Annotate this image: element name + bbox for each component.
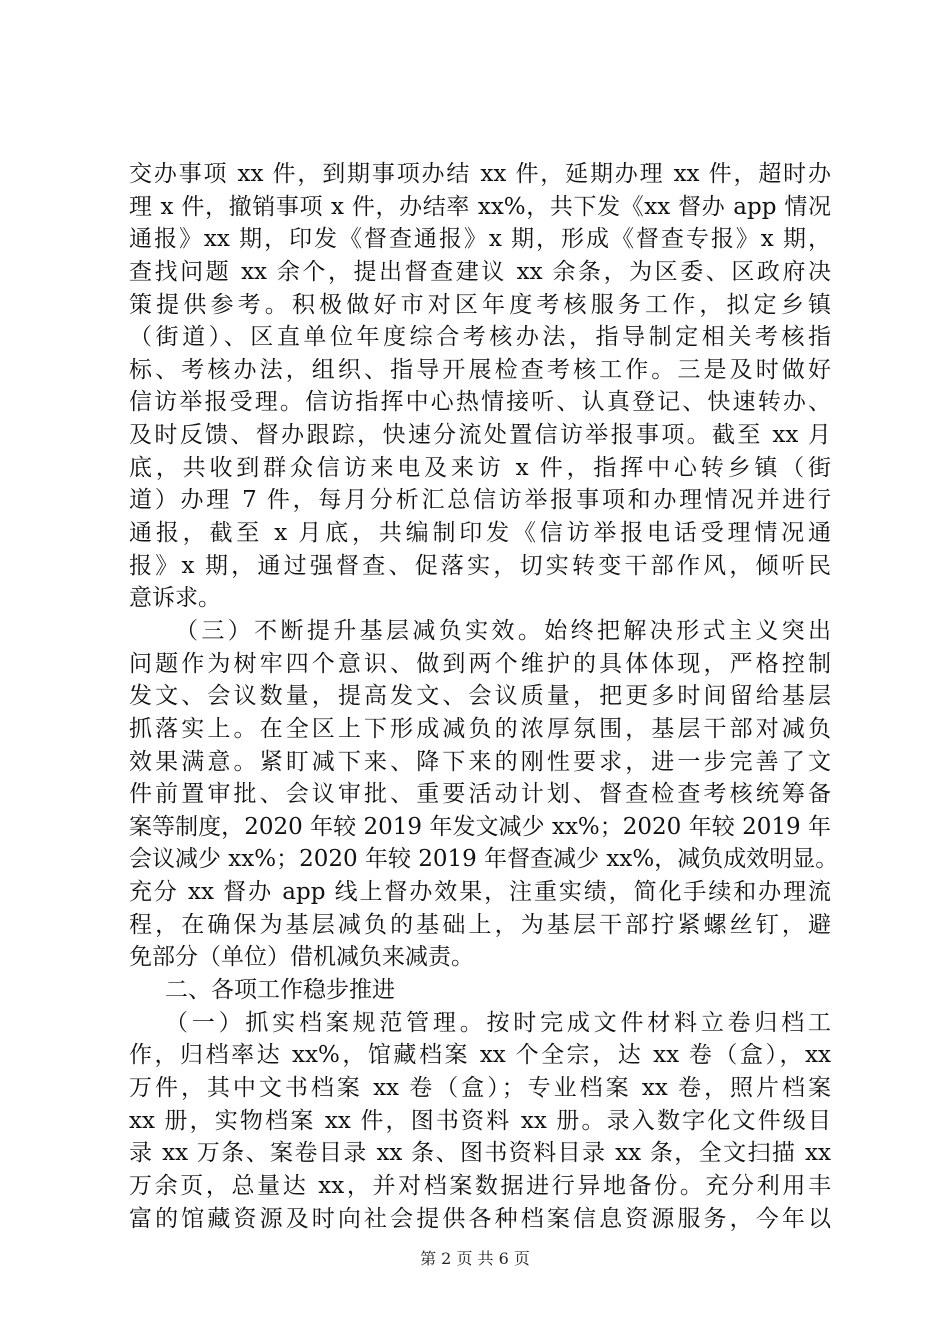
text-line: 案等制度，2020 年较 2019 年发文减少 xx%；2020 年较 2019 年 <box>129 813 831 840</box>
document-body <box>129 158 839 1235</box>
text-line: 交办事项 xx 件，到期事项办结 xx 件，延期办理 xx 件，超时办 <box>129 161 831 187</box>
text-line: 录 xx 万条、案卷目录 xx 条、图书资料目录 xx 条，全文扫描 xx <box>129 1140 831 1167</box>
section-heading-line: （一）抓实档案规范管理。按时完成文件材料立卷归档工 <box>165 1009 831 1036</box>
text-line: 策提供参考。积极做好市对区年度考核服务工作，拟定乡镇 <box>129 291 831 318</box>
text-line: 信访举报受理。信访指挥中心热情接听、认真登记、快速转办、 <box>129 389 831 416</box>
text-line: 万件，其中文书档案 xx 卷（盒）；专业档案 xx 卷，照片档案 <box>129 1074 831 1101</box>
text-line: 意诉求。 <box>129 585 221 612</box>
section-heading: 二、各项工作稳步推进 <box>165 977 395 1004</box>
text-line: 底，共收到群众信访来电及来访 x 件，指挥中心转乡镇（街 <box>129 454 831 481</box>
text-line: （街道）、区直单位年度综合考核办法，指导制定相关考核指 <box>129 324 831 351</box>
text-line: 及时反馈、督办跟踪，快速分流处置信访举报事项。截至 xx 月 <box>129 422 831 449</box>
text-line: 查找问题 xx 余个，提出督查建议 xx 余条，为区委、区政府决 <box>129 258 831 285</box>
text-line: 万余页，总量达 xx，并对档案数据进行异地备份。充分利用丰 <box>129 1172 831 1199</box>
text-line: 程，在确保为基层减负的基础上，为基层干部拧紧螺丝钉，避 <box>129 911 831 938</box>
page-footer: 第 2 页 共 6 页 <box>420 1249 530 1268</box>
text-line: 理 x 件，撤销事项 x 件，办结率 xx%，共下发《xx 督办 app 情况 <box>129 193 831 220</box>
text-line: 充分 xx 督办 app 线上督办效果，注重实绩，简化手续和办理流 <box>129 879 831 906</box>
text-line: 件前置审批、会议审批、重要活动计划、督查检查考核统筹备 <box>129 781 831 808</box>
section-heading-line: （三）不断提升基层减负实效。始终把解决形式主义突出 <box>175 617 831 644</box>
text-line: 通报》xx 期，印发《督查通报》x 期，形成《督查专报》x 期， <box>129 226 831 253</box>
text-line: 富的馆藏资源及时向社会提供各种档案信息资源服务，今年以 <box>129 1205 831 1232</box>
text-line: 抓落实上。在全区上下形成减负的浓厚氛围，基层干部对减负 <box>129 715 831 742</box>
text-line: 报》x 期，通过强督查、促落实，切实转变干部作风，倾听民 <box>129 552 831 579</box>
text-line: 免部分（单位）借机减负来减责。 <box>129 944 474 971</box>
text-line: 道）办理 7 件，每月分析汇总信访举报事项和办理情况并进行 <box>129 487 831 514</box>
text-line: 会议减少 xx%；2020 年较 2019 年督查减少 xx%，减负成效明显。 <box>129 846 839 873</box>
text-line: 效果满意。紧盯减下来、降下来的刚性要求，进一步完善了文 <box>129 748 831 775</box>
text-line: 发文、会议数量，提高发文、会议质量，把更多时间留给基层 <box>129 683 831 710</box>
text-line: xx 册，实物档案 xx 件，图书资料 xx 册。录入数字化文件级目 <box>129 1107 831 1134</box>
text-line: 标、考核办法，组织、指导开展检查考核工作。三是及时做好 <box>129 356 831 383</box>
text-line: 问题作为树牢四个意识、做到两个维护的具体体现，严格控制 <box>129 650 831 677</box>
text-line: 通报，截至 x 月底，共编制印发《信访举报电话受理情况通 <box>129 520 831 547</box>
text-line: 作，归档率达 xx%，馆藏档案 xx 个全宗，达 xx 卷（盒），xx <box>129 1042 831 1069</box>
